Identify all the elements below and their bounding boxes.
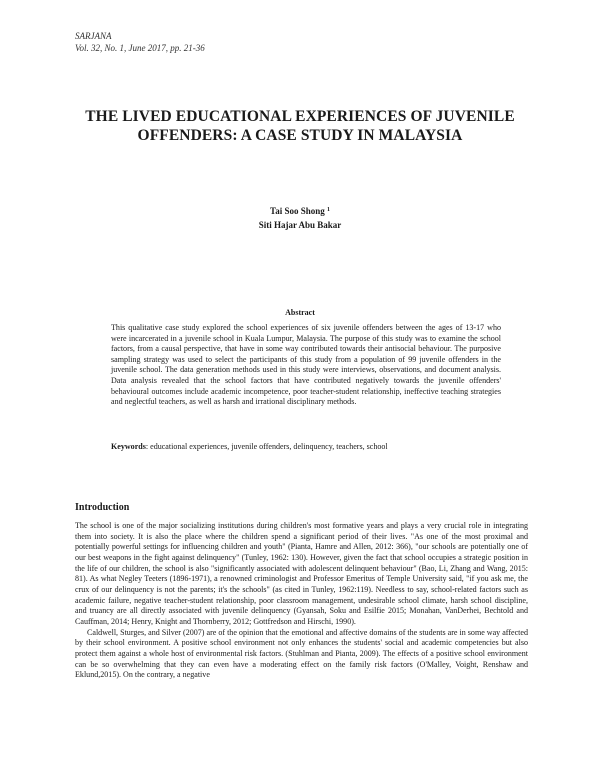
journal-header [75,30,205,54]
paper-title [60,107,540,145]
author-1-name: Tai Soo Shong [270,206,325,216]
author-1-footnote-mark: 1 [326,207,330,213]
author-list [0,203,600,232]
title-line-2: OFFENDERS: A CASE STUDY IN MALAYSIA [137,127,463,144]
journal-name: SARJANA [75,31,112,41]
section-heading-introduction: Introduction [75,502,130,513]
introduction-body [75,521,528,681]
keywords [111,442,501,451]
author-2: Siti Hajar Abu Bakar [258,220,342,230]
author-1 [0,203,600,218]
abstract-text: This qualitative case study explored the school experiences of six juvenile offenders between the ages of 13-17 who were incarcerated in a juvenile school in Kuala Lumpur, Malaysia. The purpose of this study was to examine the school factors, from a causal perspective, that have in some way contributed towards their antisocial behaviour. The purposive sampling strategy was used to select the participants of this study from a population of 99 juvenile offenders in the juvenile school. The data generation methods used in this study were interviews, observations, and document analysis. Data analysis revealed that the school factors that have contributed negatively towards the juvenile offenders' behavioural outcomes include academic incompetence, poor teacher-student relationship, ineffective teaching strategies and neglectful teachers, as well as harsh and irrational disciplinary methods. [111,323,501,407]
journal-issue: Vol. 32, No. 1, June 2017, pp. 21-36 [75,43,205,53]
abstract-heading: Abstract [285,308,315,317]
title-line-1: THE LIVED EDUCATIONAL EXPERIENCES OF JUVENILE [85,108,515,125]
keywords-list: : educational experiences, juvenile offenders, delinquency, teachers, school [145,442,388,451]
paragraph: Caldwell, Sturges, and Silver (2007) are of the opinion that the emotional and affective domains of the students are in some way affected by their school environment. A positive school environment not only enhances the students' social and academic competencies but also protect them against a whole host of environmental risk factors. (Stuhlman and Pianta, 2009). The effects of a positive school environment can be so overwhelming that they can even have a moderating effect on the family risk factors (O'Malley, Voight, Renshaw and Eklund,2015). On the contrary, a negative [75,627,528,680]
paragraph: The school is one of the major socializing institutions during children's most formative years and plays a very crucial role in integrating them into society. It is also the place where the children spend a significant period of their lives. "As one of the most proximal and potentially powerful settings for influencing children and youth" (Pianta, Hamre and Allen, 2012: 366), "our schools are potentially one of our best weapons in the fight against delinquency" (Tunley, 1962: 130). However, given the fact that school occupies a strategic position in the life of our children, the school is also "significantly associated with adolescent delinquent behaviour" (Bao, Li, Zhang and Wang, 2015: 81). As what Negley Teeters (1896-1971), a renowned criminologist and Professor Emeritus of Temple University said, "if you ask me, the crux of our delinquency is not the parents; it's the schools" (as cited in Tunley, 1962:119). Needless to say, school-related factors such as academic failure, negative teacher-student relationship, poor classroom management, undesirable school climate, harsh school discipline, and truancy are all directly associated with juvenile delinquency (Gyansah, Soku and Esilfie 2015; Monahan, VanDerhei, Bechtold and Cauffman, 2014; Henry, Knight and Thornberry, 2012; Gottfredson and Hirschi, 1990). [75,521,528,626]
keywords-label: Keywords [111,442,146,451]
